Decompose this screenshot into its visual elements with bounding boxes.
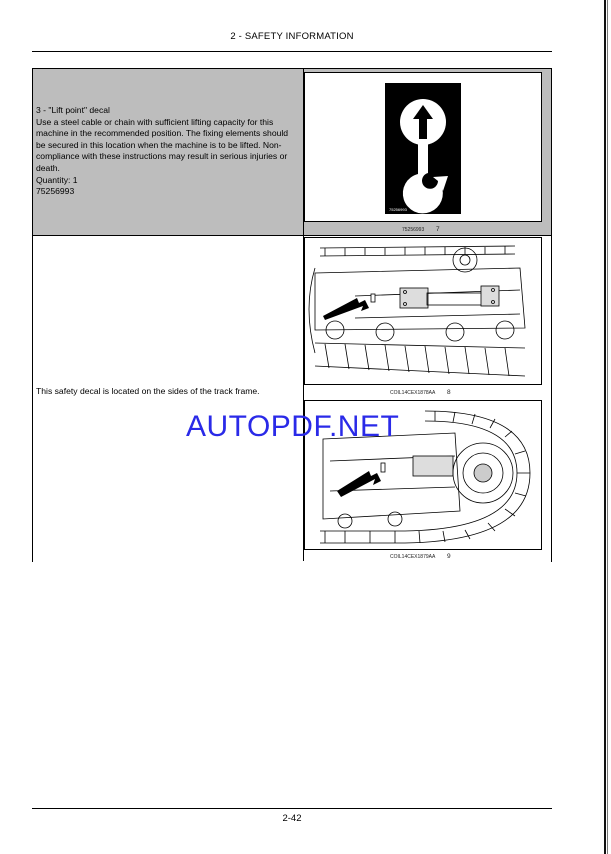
watermark: AUTOPDF.NET (186, 410, 400, 443)
decal-description (36, 105, 296, 198)
location-row (33, 236, 551, 562)
page-edge-shadow (607, 0, 608, 854)
decal-part-number: 75256993 (36, 186, 75, 197)
track-frame-photo-1 (305, 238, 541, 384)
decal-row (33, 69, 551, 236)
lift-point-decal-image (305, 73, 541, 221)
figure-9-caption: COIL14CEX1879AA (390, 554, 436, 560)
column-divider (303, 69, 304, 561)
pointer-arrow-icon (337, 471, 381, 497)
figure-8-number: 8 (447, 389, 451, 396)
figure-8-caption: COIL14CEX1878AA (390, 390, 436, 396)
section-header: 2 - SAFETY INFORMATION (230, 31, 354, 42)
header-rule (32, 51, 552, 52)
decal-title: 3 - "Lift point" decal (36, 105, 110, 115)
pointer-arrow-icon (323, 298, 369, 320)
decal-table (32, 68, 552, 562)
decal-body: Use a steel cable or chain with sufficient lifting capacity for this machine in the recommended position. The fixing elements should be secured in this location when the machine is to be lifted. Non-compliance with these instructions may result in serious injuries or death. (36, 116, 289, 173)
figure-7-frame (304, 72, 542, 222)
footer-rule (32, 808, 552, 809)
page-number: 2-42 (282, 813, 302, 824)
page-edge (604, 0, 606, 854)
figure-7-number: 7 (436, 226, 440, 233)
figure-7-caption: 75256993 (402, 227, 425, 233)
decal-quantity: Quantity: 1 (36, 174, 78, 185)
location-description: This safety decal is located on the sides of the track frame. (36, 386, 260, 396)
figure-9-number: 9 (447, 553, 451, 560)
decal-code-label: 75256993 (389, 207, 407, 212)
figure-8-frame (304, 237, 542, 385)
